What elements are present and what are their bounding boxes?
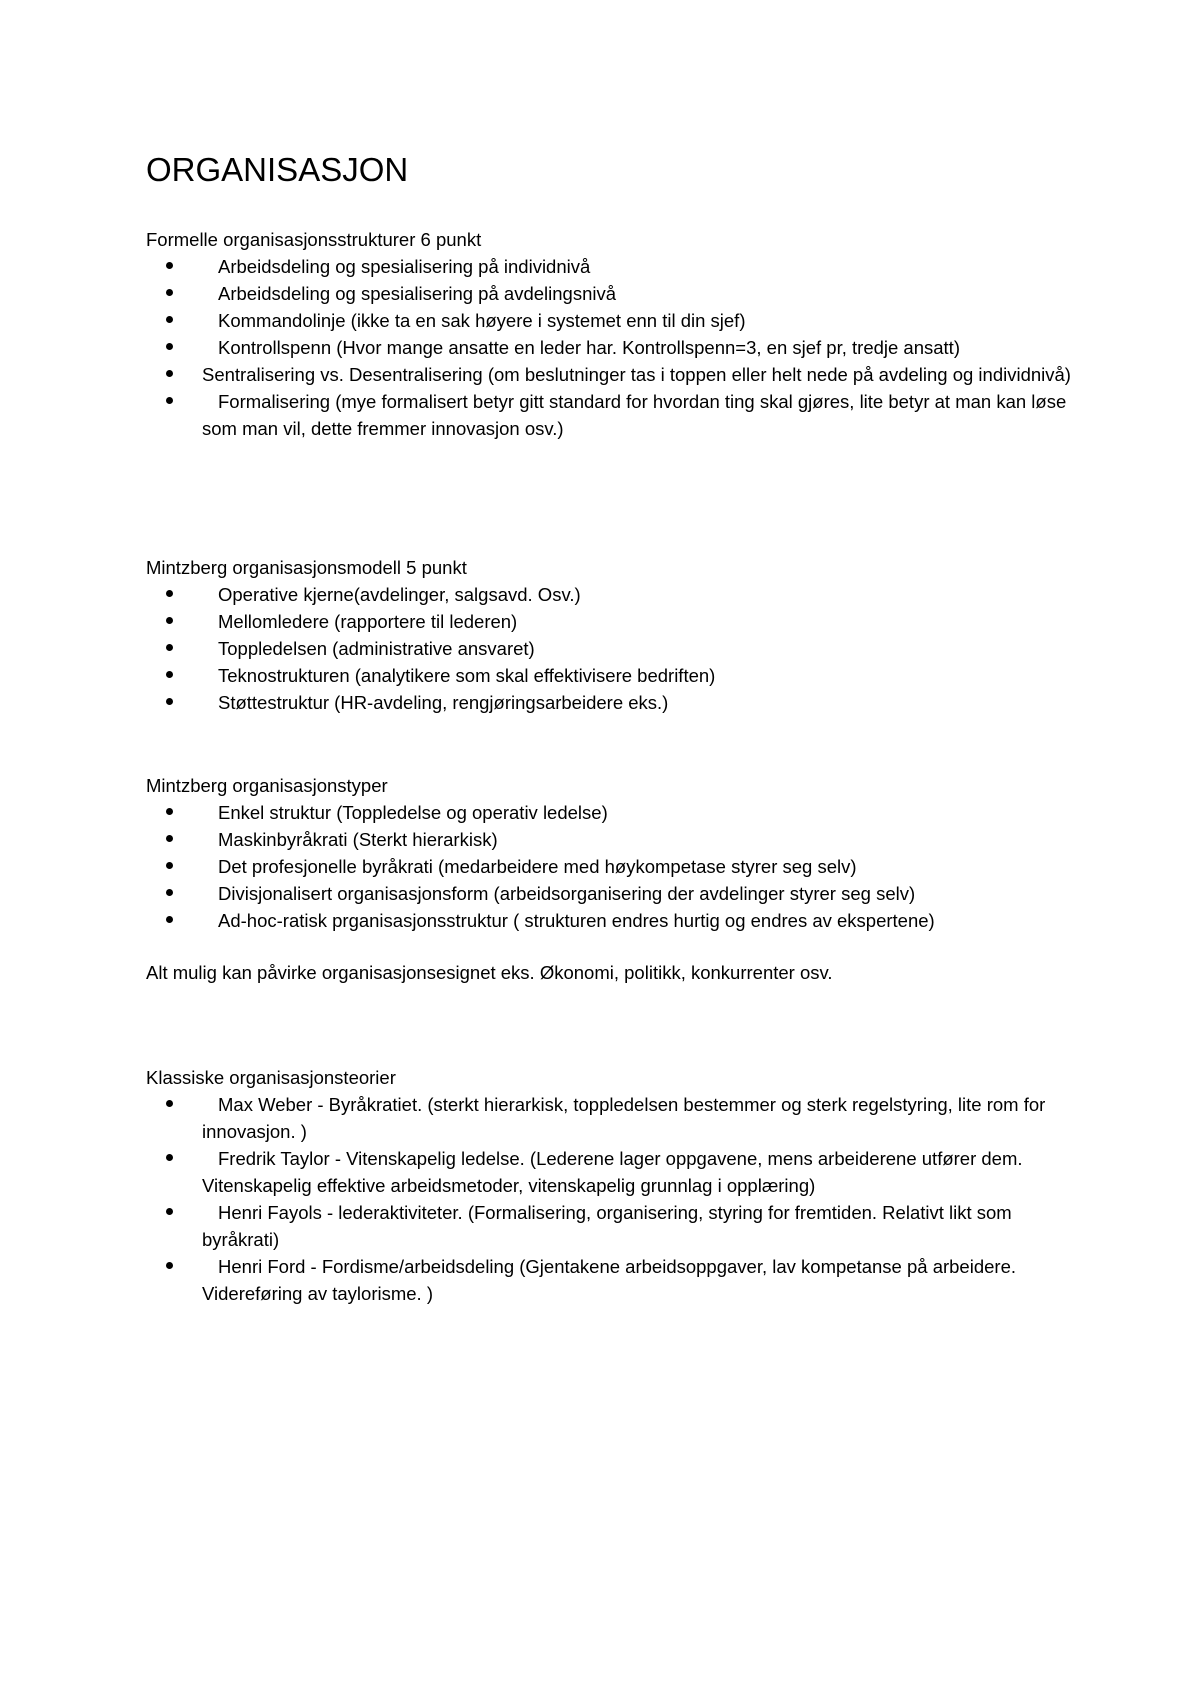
list-item-text: Henri Ford - Fordisme/arbeidsdeling (Gjentakene arbeidsoppgaver, lav kompetanse på arbeidere. Videreføring av taylorisme. ) [202, 1256, 1016, 1304]
list-item [146, 334, 1076, 361]
list-item-text: Enkel struktur (Toppledelse og operativ ledelse) [218, 802, 608, 823]
section-klassiske-teorier [146, 1064, 1076, 1307]
list-item-text: Arbeidsdeling og spesialisering på individnivå [218, 256, 591, 277]
list-item [146, 689, 1076, 716]
list-item-text: Fredrik Taylor - Vitenskapelig ledelse. (Lederene lager oppgavene, mens arbeiderene utfører dem. Vitenskapelig effektive arbeidsmetoder, vitenskapelig grunnlag i opplæring) [202, 1148, 1023, 1196]
section-heading: Mintzberg organisasjonstyper [146, 775, 388, 796]
list-item-text: Mellomledere (rapportere til lederen) [218, 611, 518, 632]
bullet-list [146, 799, 1076, 934]
section-formelle-strukturer [146, 226, 1076, 442]
bullet-icon [166, 343, 173, 350]
list-item-text: Ad-hoc-ratisk prganisasjonsstruktur ( strukturen endres hurtig og endres av ekspertene) [218, 910, 935, 931]
list-item-text: Kommandolinje (ikke ta en sak høyere i systemet enn til din sjef) [218, 310, 746, 331]
list-item [146, 361, 1076, 388]
list-item-text: Det profesjonelle byråkrati (medarbeidere med høykompetase styrer seg selv) [218, 856, 857, 877]
bullet-icon [166, 397, 173, 404]
bullet-icon [166, 1208, 173, 1215]
list-item [146, 307, 1076, 334]
list-item [146, 880, 1076, 907]
bullet-icon [166, 835, 173, 842]
list-item [146, 799, 1076, 826]
bullet-list [146, 1091, 1076, 1307]
bullet-list [146, 581, 1076, 716]
list-item-text: Toppledelsen (administrative ansvaret) [218, 638, 535, 659]
bullet-icon [166, 671, 173, 678]
bullet-icon [166, 698, 173, 705]
list-item-text: Maskinbyråkrati (Sterkt hierarkisk) [218, 829, 498, 850]
bullet-icon [166, 644, 173, 651]
list-item-text: Sentralisering vs. Desentralisering (om beslutninger tas i toppen eller helt nede på avdeling og individnivå) [202, 364, 1071, 385]
list-item-text: Støttestruktur (HR-avdeling, rengjøringsarbeidere eks.) [218, 692, 669, 713]
document-title: ORGANISASJON [146, 151, 409, 188]
list-item [146, 608, 1076, 635]
bullet-icon [166, 808, 173, 815]
list-item [146, 1199, 1076, 1253]
list-item [146, 635, 1076, 662]
bullet-icon [166, 370, 173, 377]
list-item [146, 280, 1076, 307]
list-item [146, 253, 1076, 280]
list-item-text: Operative kjerne(avdelinger, salgsavd. Osv.) [218, 584, 581, 605]
bullet-icon [166, 862, 173, 869]
bullet-list [146, 253, 1076, 442]
bullet-icon [166, 916, 173, 923]
list-item [146, 662, 1076, 689]
list-item-text: Kontrollspenn (Hvor mange ansatte en leder har. Kontrollspenn=3, en sjef pr, tredje ansatt) [218, 337, 960, 358]
section-note: Alt mulig kan påvirke organisasjonsesignet eks. Økonomi, politikk, konkurrenter osv. [146, 962, 833, 983]
section-mintzberg-typer [146, 772, 1076, 986]
section-heading: Mintzberg organisasjonsmodell 5 punkt [146, 557, 467, 578]
bullet-icon [166, 590, 173, 597]
list-item-text: Formalisering (mye formalisert betyr gitt standard for hvordan ting skal gjøres, lite betyr at man kan løse som man vil, dette fremmer innovasjon osv.) [202, 391, 1067, 439]
section-heading: Formelle organisasjonsstrukturer 6 punkt [146, 229, 482, 250]
list-item-text: Henri Fayols - lederaktiviteter. (Formalisering, organisering, styring for fremtiden. Relativt likt som byråkrati) [202, 1202, 1012, 1250]
list-item [146, 1253, 1076, 1307]
list-item-text: Divisjonalisert organisasjonsform (arbeidsorganisering der avdelinger styrer seg selv) [218, 883, 916, 904]
bullet-icon [166, 1100, 173, 1107]
bullet-icon [166, 289, 173, 296]
bullet-icon [166, 617, 173, 624]
bullet-icon [166, 1154, 173, 1161]
list-item [146, 581, 1076, 608]
list-item [146, 907, 1076, 934]
bullet-icon [166, 316, 173, 323]
list-item-text: Arbeidsdeling og spesialisering på avdelingsnivå [218, 283, 617, 304]
list-item [146, 1091, 1076, 1145]
list-item [146, 853, 1076, 880]
list-item [146, 1145, 1076, 1199]
list-item-text: Max Weber - Byråkratiet. (sterkt hierarkisk, toppledelsen bestemmer og sterk regelstyring, lite rom for innovasjon. ) [202, 1094, 1046, 1142]
list-item [146, 388, 1076, 442]
bullet-icon [166, 262, 173, 269]
list-item [146, 826, 1076, 853]
section-heading: Klassiske organisasjonsteorier [146, 1067, 396, 1088]
list-item-text: Teknostrukturen (analytikere som skal effektivisere bedriften) [218, 665, 716, 686]
bullet-icon [166, 889, 173, 896]
bullet-icon [166, 1262, 173, 1269]
section-mintzberg-modell [146, 554, 1076, 716]
